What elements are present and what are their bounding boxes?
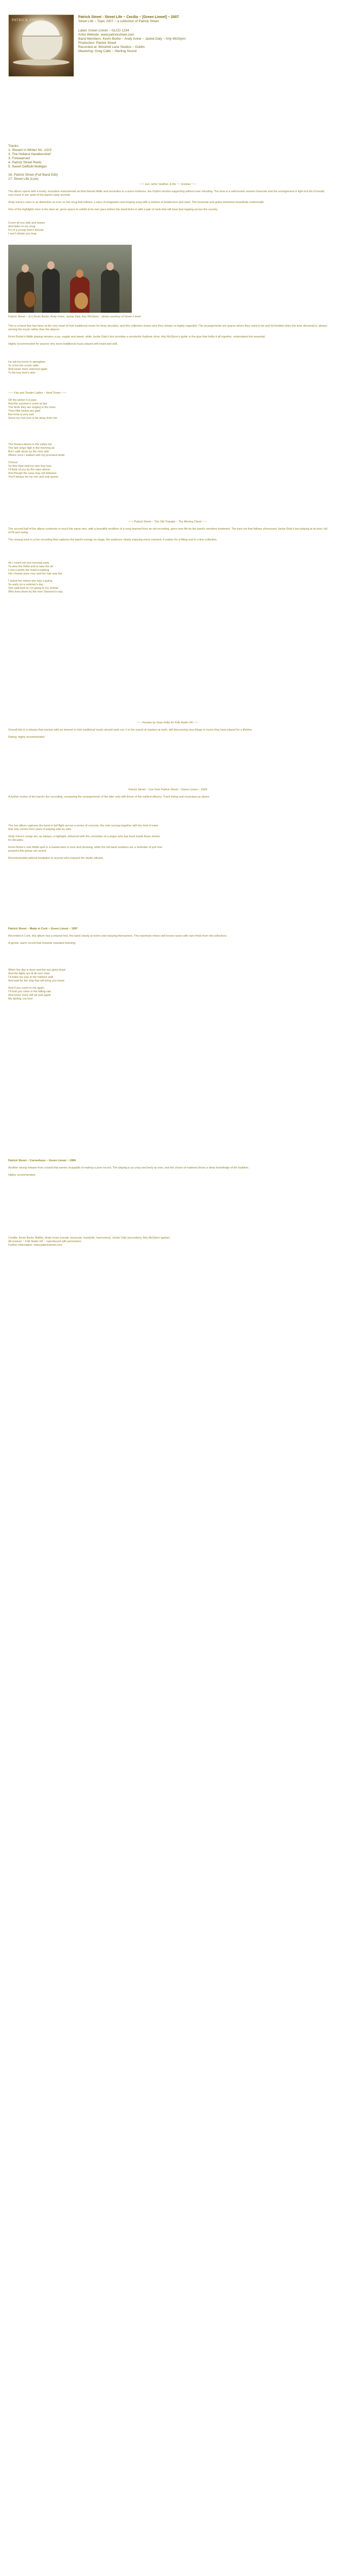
album-cover[interactable]	[8, 14, 73, 76]
section-heading: ~~~ Review by Sean Kelly for Folk Radio UK ~~~	[136, 721, 199, 724]
section-heading: ~~~ Patrick Street ~ The Old Triangle ~ The Moving Cloud ~~~	[128, 520, 207, 523]
lyric-line: I asked her where she was a-going	[8, 580, 52, 583]
track-item: 1. Stream in Winter No. 1/2/3	[8, 148, 51, 152]
info-row: Label: Green Linnet ~ GLCD 1234	[78, 29, 129, 32]
lyric-line: The lark sings high in the morning air	[8, 447, 55, 450]
review-paragraph: Andy Irvine's voice is as distinctive as ever on the song that follows, a story of emigration and longing sung with a mixture of tenderness and steel. The bouzouki and guitar intertwine beautifully underneath.	[8, 201, 265, 204]
guitar-shape	[74, 292, 89, 310]
lyric-line: My darling, my love	[8, 997, 33, 1001]
lyric-line: But I walk alone by the river side	[8, 450, 49, 453]
third-album	[8, 927, 327, 949]
cover-image	[8, 14, 74, 77]
track-item: 3. Forewarned	[8, 157, 30, 160]
cup-shape	[21, 36, 63, 61]
lyric-line: I'll make my way to the harbour wall	[8, 976, 53, 979]
lyric-line: To his true love's side	[8, 371, 36, 375]
lyric-line: And listen to my song	[8, 225, 36, 228]
review-paragraph: The closing track is a live recording that captures the band's energy on stage, the audience clearly enjoying every moment. It makes for a fitting end to a fine collection.	[8, 538, 218, 541]
lyric-line: And if you come to me again	[8, 987, 44, 990]
lyrics-a	[8, 222, 111, 236]
fourth-album	[8, 1159, 327, 1181]
info-row: Mastering: Greg Calbi ~ Sterling Sound	[78, 49, 137, 53]
lyric-line: Chorus:	[8, 461, 19, 464]
lyric-line: And wait for the ship that will bring you home	[8, 979, 65, 982]
saucer-shape	[13, 59, 69, 65]
section-heading: Patrick Street ~ Made in Cork ~ Green Linnet ~ 1997	[8, 927, 78, 930]
track-list-heading: Tracks:	[8, 144, 20, 148]
review-paragraph: The second half of the album continues in much the same vein, with a beautiful rendition of a song learned from an old recording, given new life by the band's sensitive treatment. The tune set that follows showcases Jackie Daly's box playing at its best, full of lift and swing.	[8, 528, 327, 534]
lyric-line: So early on a summer's day	[8, 583, 43, 586]
review-paragraph: The live album captures the band in full flight across a series of concerts, the sets running together with the kind of ease that only comes from years of playing side by side.	[8, 824, 159, 831]
review-intro-heading: ~~~ sun, wind, heather, & the ~~ reviews ~~~	[139, 183, 197, 186]
third-album-lyrics	[8, 969, 163, 1001]
closing-line[interactable]: Further information: www.patrickstreet.com	[8, 1244, 62, 1247]
track-item: 2. The Holland Handkerchief	[8, 152, 51, 156]
band-photo[interactable]	[8, 245, 132, 313]
lyric-line: To cross the ocean wide	[8, 364, 39, 367]
lyric-line: And the lights are lit all over town	[8, 972, 50, 975]
lyric-line: Come all you lads and lasses	[8, 222, 45, 225]
review-paragraph: A gentle, warm record that rewards repeated listening.	[8, 942, 76, 945]
album-info	[78, 15, 248, 54]
person-figure	[42, 268, 60, 313]
lyric-line: And never more returned again	[8, 368, 48, 371]
caption-text: Patrick Street ~ (l-r) Kevin Burke, Andy Irvine, Jackie Daly, Arty McGlynn ~ photo courtesy of Green Linnet	[8, 315, 141, 318]
lyric-line: So fare thee well my own true love	[8, 465, 52, 468]
review-paragraph: Overall this is a release that anyone with an interest in Irish traditional music should seek out. It is the sound of masters at work, still discovering new things in music they have played for a lifetime.	[8, 728, 253, 732]
review-body	[8, 325, 327, 350]
track-item: 16. Patrick Street (Full Band Edit)	[8, 173, 58, 177]
lyric-line: When the day is done and the sun goes down	[8, 969, 66, 972]
person-figure	[101, 269, 119, 313]
review-intro	[8, 183, 327, 215]
lyric-line: Who lives down by the river Shannon's way	[8, 590, 63, 594]
track-item: 17. Street Life (Live)	[8, 177, 39, 181]
track-item: 4. Patrick Street Reels	[8, 161, 42, 164]
guitar-shape	[24, 291, 36, 308]
section-two	[8, 520, 327, 546]
cover-title: PATRICK STREET	[12, 18, 44, 22]
review-paragraph: Another strong release from a band that seems incapable of making a poor record. The playing is as crisp and lively as ever, and the choice of material shows a deep knowledge of the tradition.	[8, 1166, 249, 1170]
more-lyrics	[8, 562, 163, 594]
second-album-review	[8, 824, 163, 864]
lyric-line: Their little hearts are glad	[8, 410, 41, 413]
review-paragraph: Rating: highly recommended.	[8, 736, 45, 739]
review-paragraph: One of the highlights here is the slow air, given space to unfold at its own pace before the band kicks in with a pair of reels that will have feet tapping across the country.	[8, 208, 218, 211]
lyric-line: Her cheeks were rosy and her hair was fair	[8, 572, 62, 575]
lyric-line: But mine is very sad	[8, 413, 34, 416]
info-row: Band Members: Kevin Burke ~ Andy Irvine ~ Jackie Daly ~ Arty McGlynn	[78, 37, 186, 41]
track-item: 5. Sweet Daffodil Mulligan	[8, 165, 47, 168]
second-album	[8, 788, 327, 803]
lyric-line: And never more will we part again	[8, 994, 51, 997]
closing-line: Credits: Kevin Burke (fiddle), Andy Irvine (vocals, bouzouki, mandolin, harmonica), Jackie Daly (accordion), Arty McGlynn (guitar).	[8, 1236, 171, 1240]
review-paragraph: Kevin Burke's solo fiddle spot is a masterclass in tone and phrasing, while the full band numbers are a reminder of just how powerful this group can sound.	[8, 846, 163, 853]
album-line: A further review of the band's live recording, comparing the arrangements of the later sets with those of the earliest albums. Track listing and musicians as above.	[8, 795, 211, 799]
footer-review	[8, 721, 327, 743]
lyric-line: And though the seas may roll between	[8, 472, 57, 475]
info-row[interactable]: Artist Website: www.patrickstreet.com	[78, 33, 134, 37]
person-head	[107, 262, 114, 270]
lyrics-b	[8, 361, 163, 375]
album-title: Patrick Street - Street Life ~ Cecilia ~ [Green Linnet] ~ 2007	[78, 15, 179, 19]
lyric-line: To view the fields and to take the air	[8, 565, 54, 568]
album-subtitle: Street Life ~ Topic 2007 ~ a collection of Patrick Street	[78, 20, 159, 23]
lyric-line: You'll always be my one and only queen	[8, 476, 59, 479]
photo-caption	[8, 315, 327, 323]
person-head	[47, 261, 55, 269]
lyric-line: Where once I walked with my promised bride	[8, 454, 65, 457]
lyric-line: The flowers bloom in the valley fair	[8, 443, 52, 446]
lyric-line: She said kind sir I'm going to my mother	[8, 587, 59, 590]
info-row: Recorded at: Windmill Lane Studios ~ Dublin	[78, 45, 145, 49]
closing-notes	[8, 1236, 327, 1247]
review-paragraph: Highly recommended for anyone who loves traditional music played with heart and skill.	[8, 343, 118, 346]
lyric-line: I met a pretty fair maid a-walking	[8, 569, 49, 572]
closing-line: All reviews ~ Folk Radio UK ~ reproduced with permission.	[8, 1240, 82, 1243]
review-paragraph: Recommended without hesitation to anyone who enjoyed the studio albums.	[8, 857, 104, 860]
lyric-line: Oh the winter it is past	[8, 399, 37, 402]
track-list	[8, 144, 163, 181]
section-heading: Patrick Street ~ Live from Patrick Street ~ Green Linnet ~ 2004	[128, 788, 207, 791]
lyric-line: As I roved out one morning early	[8, 562, 49, 565]
section-heading: Patrick Street ~ Cornerboys ~ Green Linnet ~ 1996	[8, 1159, 76, 1162]
song-heading: ~~~ Fair and Tender Ladies ~ Hard Times ~~~	[8, 392, 66, 395]
lyric-line: He left his home in springtime	[8, 361, 46, 364]
lyric-line: It's of a young man's fortune	[8, 229, 44, 232]
review-paragraph: Recorded in Cork, this album has a relaxed feel, the band clearly at home and enjoying themselves. The repertoire mixes well known tunes with rarer finds from old collections.	[8, 935, 227, 938]
person-head	[76, 269, 83, 278]
review-paragraph: The album opens with a lovely, evocative instrumental set that blends fiddle and accordion in a warm embrace, the rhythm section supporting without ever intruding. The tune is a well-known session favourite and the arrangement is tight but full of breath, very much in the spirit of the band's early records.	[8, 190, 325, 197]
verse-c	[8, 443, 163, 479]
lyric-line: I'll think of you by the stars above	[8, 468, 50, 471]
info-row: Production: Patrick Street	[78, 41, 116, 45]
lyric-line: I won't detain you long	[8, 232, 37, 235]
lyric-line: Since my true love is far away from me	[8, 417, 57, 420]
lyric-line: I'll hold you close in the falling rain	[8, 990, 51, 993]
lyric-line: The birds they are singing in the trees	[8, 406, 56, 409]
song-b	[8, 392, 163, 420]
lyric-line: And the summer's come at last	[8, 402, 47, 405]
review-paragraph: Andy Irvine's songs are, as always, a highlight, delivered with the conviction of a singer who has lived inside these stories for decades.	[8, 835, 160, 842]
review-paragraph: This is a band that has been at the very heart of Irish traditional music for three decades, and this collection shows why they remain so highly regarded. The arrangements are sparse where they need to be and full-bodied when the tune demands it, always serving the music rather than the players.	[8, 325, 327, 331]
review-paragraph: Highly recommended.	[8, 1174, 36, 1177]
review-paragraph: Kevin Burke's fiddle playing remains a joy, supple and sweet, while Jackie Daly's box provides a wonderful rhythmic drive. Arty McGlynn's guitar is the glue that holds it all together, understated but essential.	[8, 335, 266, 338]
person-head	[22, 264, 29, 273]
